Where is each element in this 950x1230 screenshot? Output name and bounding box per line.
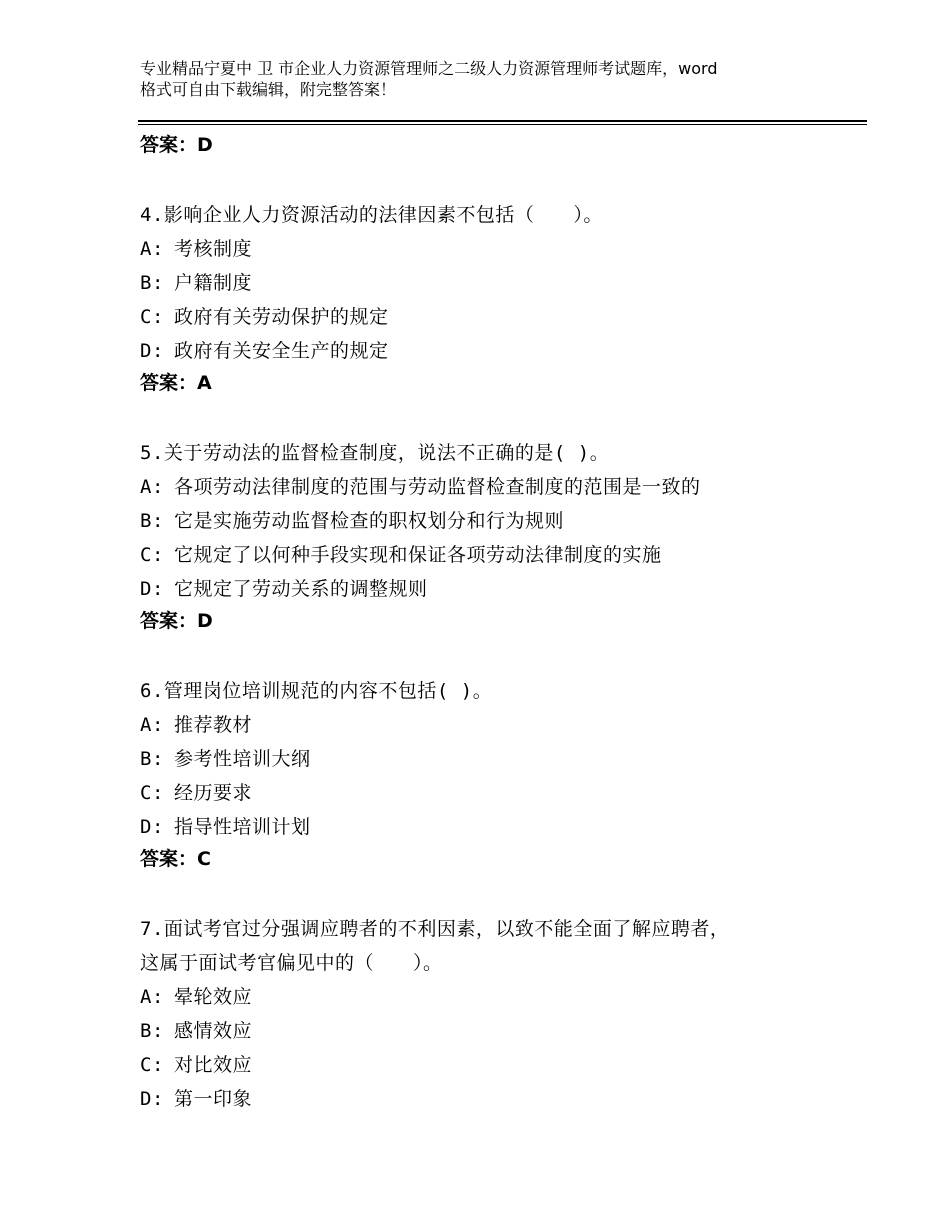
header-divider-thin: [138, 124, 867, 125]
question-7-option-b: B: 感情效应: [140, 1020, 253, 1042]
header-line-1: 专业精品宁夏中 卫 市企业人力资源管理师之二级人力资源管理师考试题库，word: [140, 59, 718, 78]
question-5-option-c: C: 它规定了以何种手段实现和保证各项劳动法律制度的实施: [140, 544, 662, 566]
question-4-option-d: D: 政府有关安全生产的规定: [140, 340, 389, 362]
question-4-option-c: C: 政府有关劳动保护的规定: [140, 306, 389, 328]
document-body: [140, 128, 860, 1116]
question-4-answer: 答案：A: [140, 372, 212, 394]
question-6-option-b: B: 参考性培训大纲: [140, 748, 311, 770]
question-7-option-d: D: 第一印象: [140, 1088, 253, 1110]
question-7: [140, 912, 860, 1116]
question-5-option-b: B: 它是实施劳动监督检查的职权划分和行为规则: [140, 510, 565, 532]
question-5-option-d: D: 它规定了劳动关系的调整规则: [140, 578, 428, 600]
question-7-option-c: C: 对比效应: [140, 1054, 253, 1076]
question-6-answer: 答案：C: [140, 848, 211, 870]
question-6-option-a: A: 推荐教材: [140, 714, 253, 736]
question-4-option-a: A: 考核制度: [140, 238, 253, 260]
question-5-answer: 答案：D: [140, 610, 213, 632]
document-header: [140, 58, 840, 100]
question-6-option-c: C: 经历要求: [140, 782, 253, 804]
header-divider-thick: [138, 120, 867, 122]
header-line-2: 格式可自由下载编辑，附完整答案！: [140, 80, 397, 99]
question-5-option-a: A: 各项劳动法律制度的范围与劳动监督检查制度的范围是一致的: [140, 476, 701, 498]
question-7-option-a: A: 晕轮效应: [140, 986, 253, 1008]
question-4-option-b: B: 户籍制度: [140, 272, 253, 294]
question-5: [140, 436, 860, 636]
question-4: [140, 198, 860, 398]
question-4-stem: 4.影响企业人力资源活动的法律因素不包括（ ）。: [140, 204, 603, 226]
answer-previous-question: 答案：D: [140, 134, 213, 156]
question-6: [140, 674, 860, 874]
question-7-stem-line-2: 这属于面试考官偏见中的（ ）。: [140, 952, 443, 974]
question-6-stem: 6.管理岗位培训规范的内容不包括( )。: [140, 680, 493, 702]
question-7-stem-line-1: 7.面试考官过分强调应聘者的不利因素，以致不能全面了解应聘者，: [140, 918, 730, 940]
question-6-option-d: D: 指导性培训计划: [140, 816, 311, 838]
question-5-stem: 5.关于劳动法的监督检查制度，说法不正确的是( )。: [140, 442, 610, 464]
